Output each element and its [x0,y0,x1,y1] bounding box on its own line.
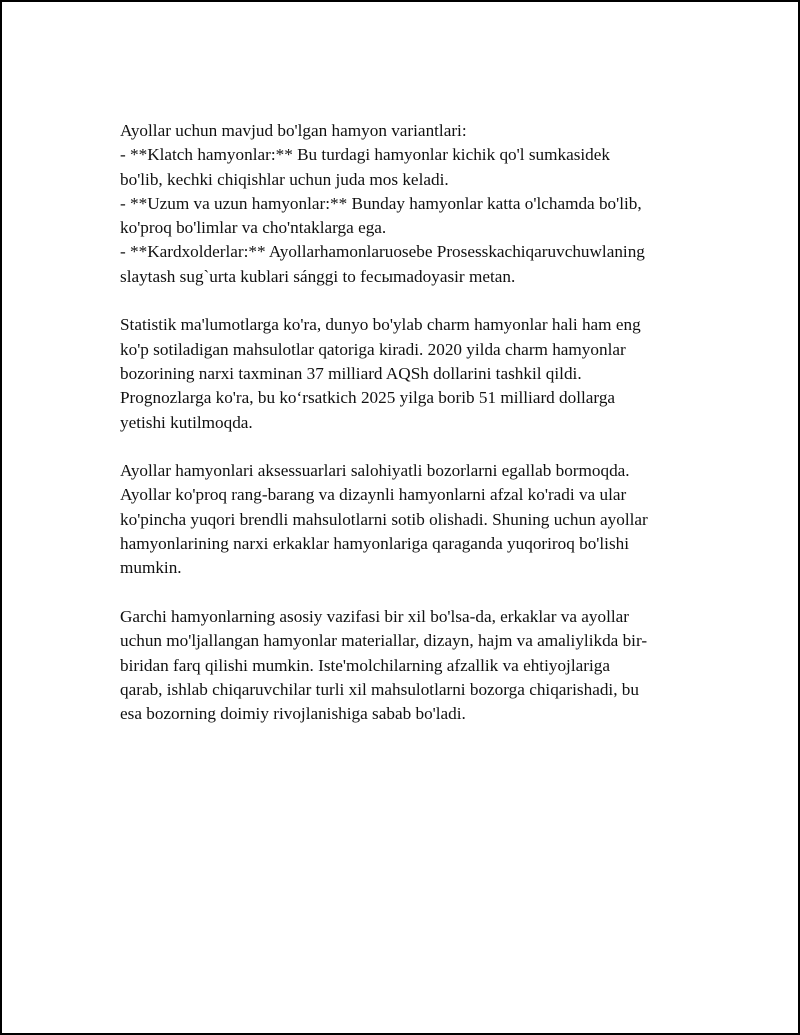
text-line: esa bozorning doimiy rivojlanishiga sabab bo'ladi. [120,704,466,724]
document-body [120,119,695,751]
paragraph-wallet-types [120,119,695,289]
text-line: qarab, ishlab chiqaruvchilar turli xil mahsulotlarni bozorga chiqarishadi, bu [120,679,639,699]
paragraph-conclusion [120,605,695,726]
text-line: bo'lib, kechki chiqishlar uchun juda mos keladi. [120,169,449,189]
text-line: mumkin. [120,558,182,578]
text-line: yetishi kutilmoqda. [120,412,253,432]
text-line: - **Kardxolderlar:** Ayollarhamonlaruosebe Prosesskachiqaruvchuwlaning [120,242,645,262]
text-line: ko'pincha yuqori brendli mahsulotlarni sotib olishadi. Shuning uchun ayollar [120,509,648,529]
text-line: uchun mo'ljallangan hamyonlar materiallar, dizayn, hajm va amaliylikda bir- [120,631,648,651]
text-line: Prognozlarga ko'ra, bu ko‘rsatkich 2025 yilga borib 51 milliard dollarga [120,388,616,408]
paragraph-statistics [120,313,695,434]
text-line: hamyonlarining narxi erkaklar hamyonlariga qaraganda yuqoriroq bo'lishi [120,534,630,554]
text-line: Ayollar uchun mavjud bo'lgan hamyon variantlari: [120,121,467,140]
text-line: Statistik ma'lumotlarga ko'ra, dunyo bo'ylab charm hamyonlar hali ham eng [120,315,641,335]
text-line: slaytash sug`urta kublari sánggi to fесыmadoyasir metan. [120,266,516,286]
text-line: Ayollar hamyonlari aksessuarlari salohiyatli bozorlarni egallab bormoqda. [120,461,630,481]
text-line: bozorining narxi taxminan 37 milliard AQSh dollarini tashkil qildi. [120,363,582,383]
text-line: ko'proq bo'limlar va cho'ntaklarga ega. [120,218,387,238]
text-line: Garchi hamyonlarning asosiy vazifasi bir xil bo'lsa-da, erkaklar va ayollar [120,606,629,626]
text-line: - **Klatch hamyonlar:** Bu turdagi hamyonlar kichik qo'l sumkasidek [120,145,610,165]
text-line: - **Uzum va uzun hamyonlar:** Bunday hamyonlar katta o'lchamda bo'lib, [120,193,642,213]
text-line: Ayollar ko'proq rang-barang va dizaynli hamyonlarni afzal ko'radi va ular [120,485,627,505]
text-line: biridan farq qilishi mumkin. Iste'molchilarning afzallik va ehtiyojlariga [120,655,610,675]
paragraph-women-accessories [120,459,695,580]
text-line: ko'p sotiladigan mahsulotlar qatoriga kiradi. 2020 yilda charm hamyonlar [120,339,626,359]
